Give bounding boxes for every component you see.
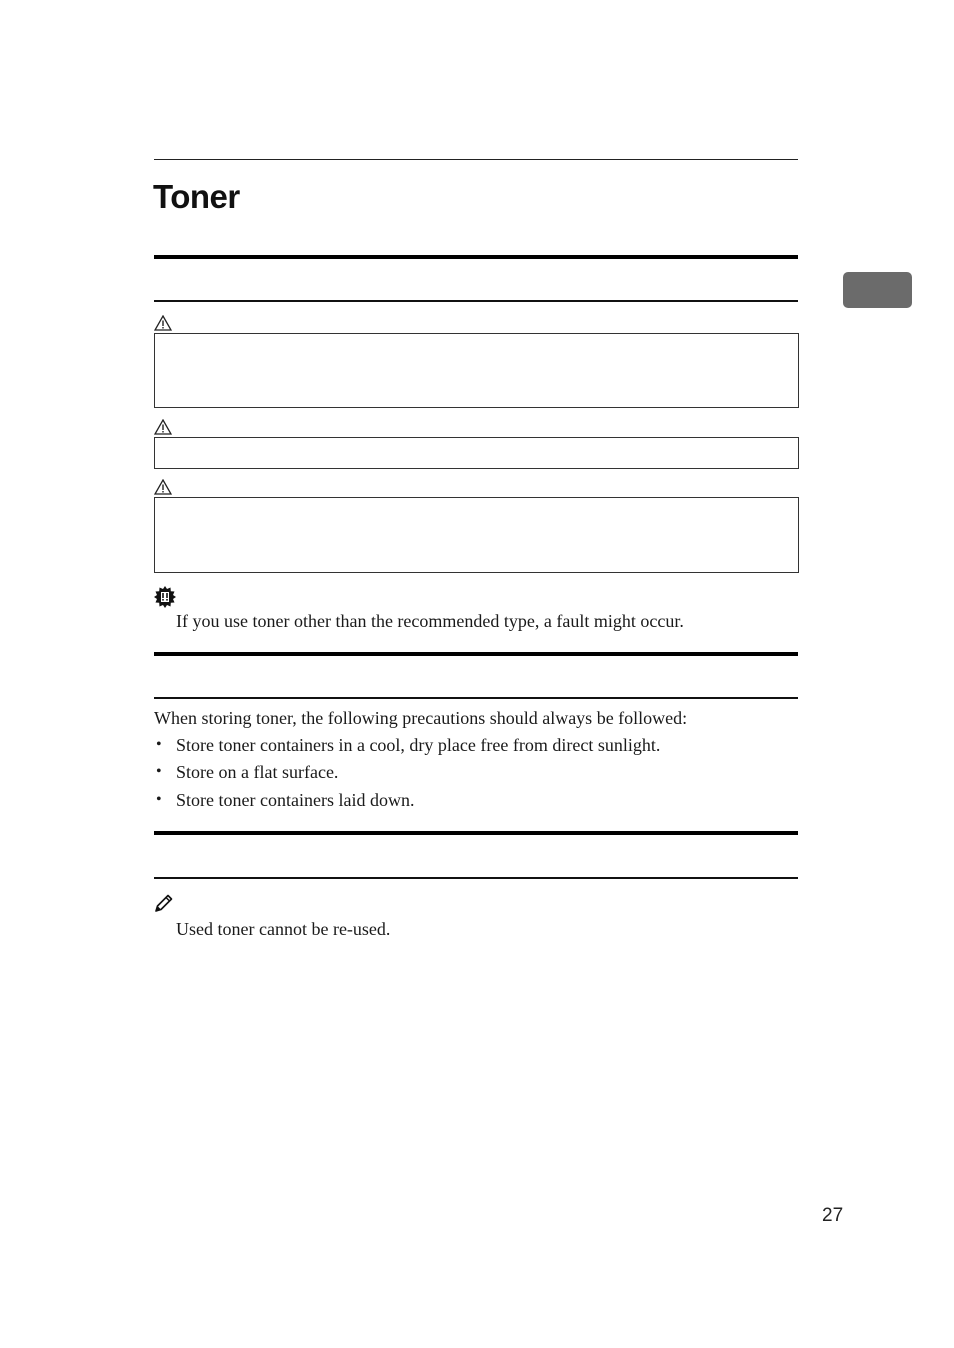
warning-triangle-icon [154, 479, 172, 495]
list-item: Store toner containers in a cool, dry place free from direct sunlight. [176, 735, 661, 755]
page-title: Toner [153, 178, 240, 215]
important-seal-icon [154, 586, 176, 608]
list-item: Store toner containers laid down. [176, 790, 415, 810]
warning-triangle-icon [154, 419, 172, 435]
warning-box [154, 497, 799, 573]
warning-box [154, 333, 799, 408]
section-rule-thick [154, 652, 798, 656]
bullet-marker: • [156, 736, 162, 753]
warning-box [154, 437, 799, 469]
section-rule-thin [154, 877, 798, 879]
bullet-marker: • [156, 791, 162, 808]
section-rule-thin [154, 300, 798, 302]
section-rule-thick [154, 255, 798, 259]
note-text: Used toner cannot be re-used. [176, 919, 391, 939]
list-item: Store on a flat surface. [176, 762, 339, 782]
section-rule-thick [154, 831, 798, 835]
section-rule-thin [154, 697, 798, 699]
bullet-marker: • [156, 763, 162, 780]
pencil-icon [154, 893, 174, 913]
chapter-tab [843, 272, 912, 308]
top-rule [154, 159, 798, 160]
page-number: 27 [822, 1205, 844, 1226]
important-note-text: If you use toner other than the recommended type, a fault might occur. [176, 611, 684, 631]
warning-triangle-icon [154, 315, 172, 331]
storage-intro: When storing toner, the following precautions should always be followed: [154, 708, 688, 728]
